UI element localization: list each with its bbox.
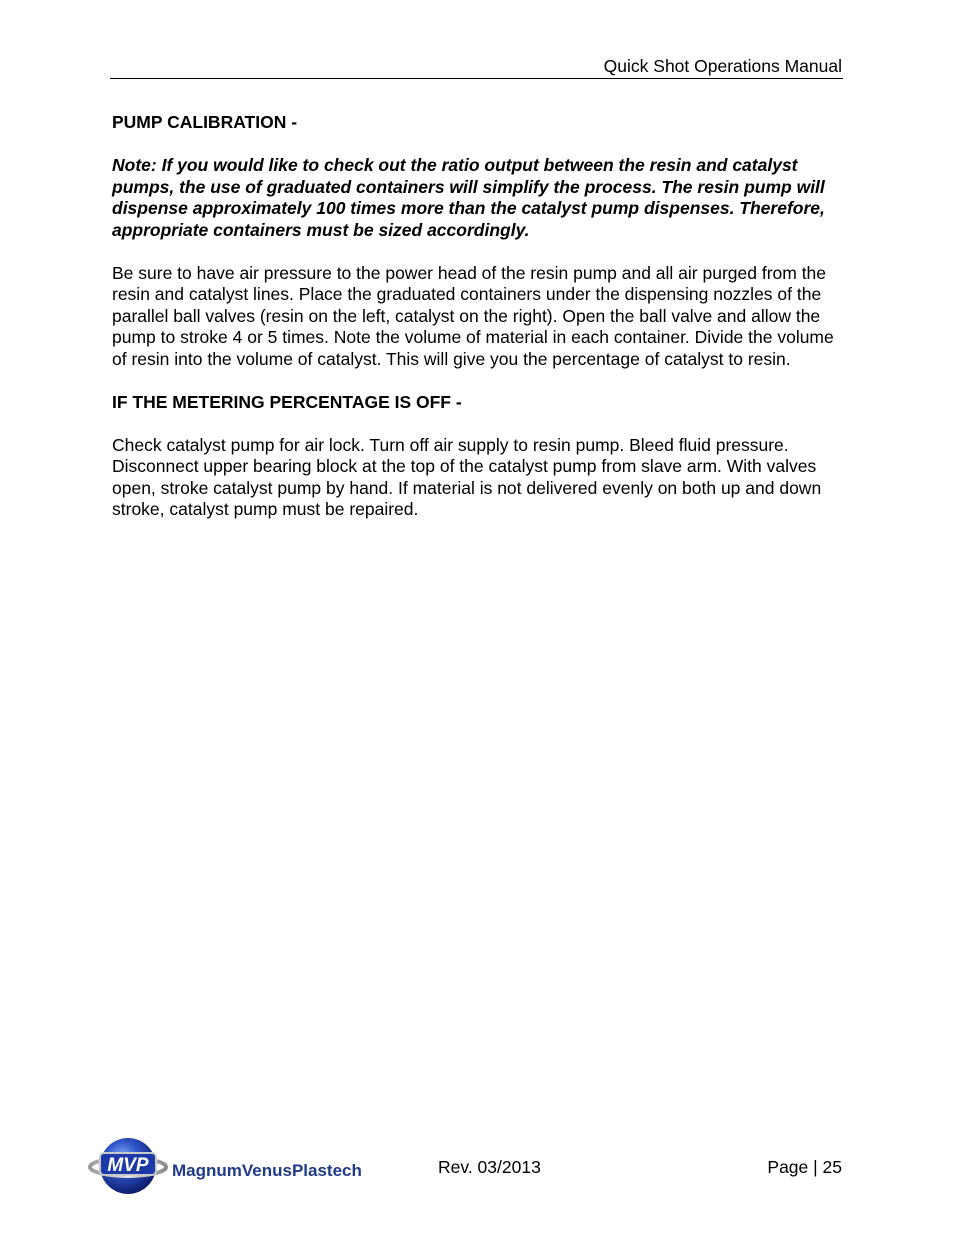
- header-title: Quick Shot Operations Manual: [603, 56, 842, 76]
- header-divider: [110, 78, 843, 79]
- section-heading-pump-calibration: PUMP CALIBRATION -: [112, 112, 298, 132]
- note-paragraph: Note: If you would like to check out the ratio output between the resin and catalyst pumps, the use of graduated containers will simplify the process. The resin pump will dispense approximately 100 times more than the catalyst pump dispenses. Therefore, appropriate containers must be sized accordingly.: [112, 155, 825, 240]
- section-heading-metering-off: IF THE METERING PERCENTAGE IS OFF -: [112, 391, 462, 412]
- body-paragraph-metering: Check catalyst pump for air lock. Turn off air supply to resin pump. Bleed fluid pressure. Disconnect upper bearing block at the top of the catalyst pump from slave arm. With valves open, stroke catalyst pump by hand. If material is not delivered evenly on both up and down stroke, catalyst pump must be repaired.: [112, 434, 822, 519]
- page-content: [112, 112, 847, 521]
- logo-badge-text: MVP: [107, 1155, 149, 1176]
- body-paragraph-calibration: Be sure to have air pressure to the power head of the resin pump and all air purged from the resin and catalyst lines. Place the graduated containers under the dispensing nozzles of the parallel ball valves (resin on the left, catalyst on the right). Open the ball valve and allow the pump to stroke 4 or 5 times. Note the volume of material in each container. Divide the volume of resin into the volume of catalyst. This will give you the percentage of catalyst to resin.: [112, 262, 834, 369]
- page-number: Page | 25: [767, 1157, 842, 1177]
- revision-label: Rev. 03/2013: [438, 1157, 541, 1177]
- mvp-logo: [88, 1134, 378, 1200]
- logo-company-text: MagnumVenusPlastech: [172, 1161, 362, 1180]
